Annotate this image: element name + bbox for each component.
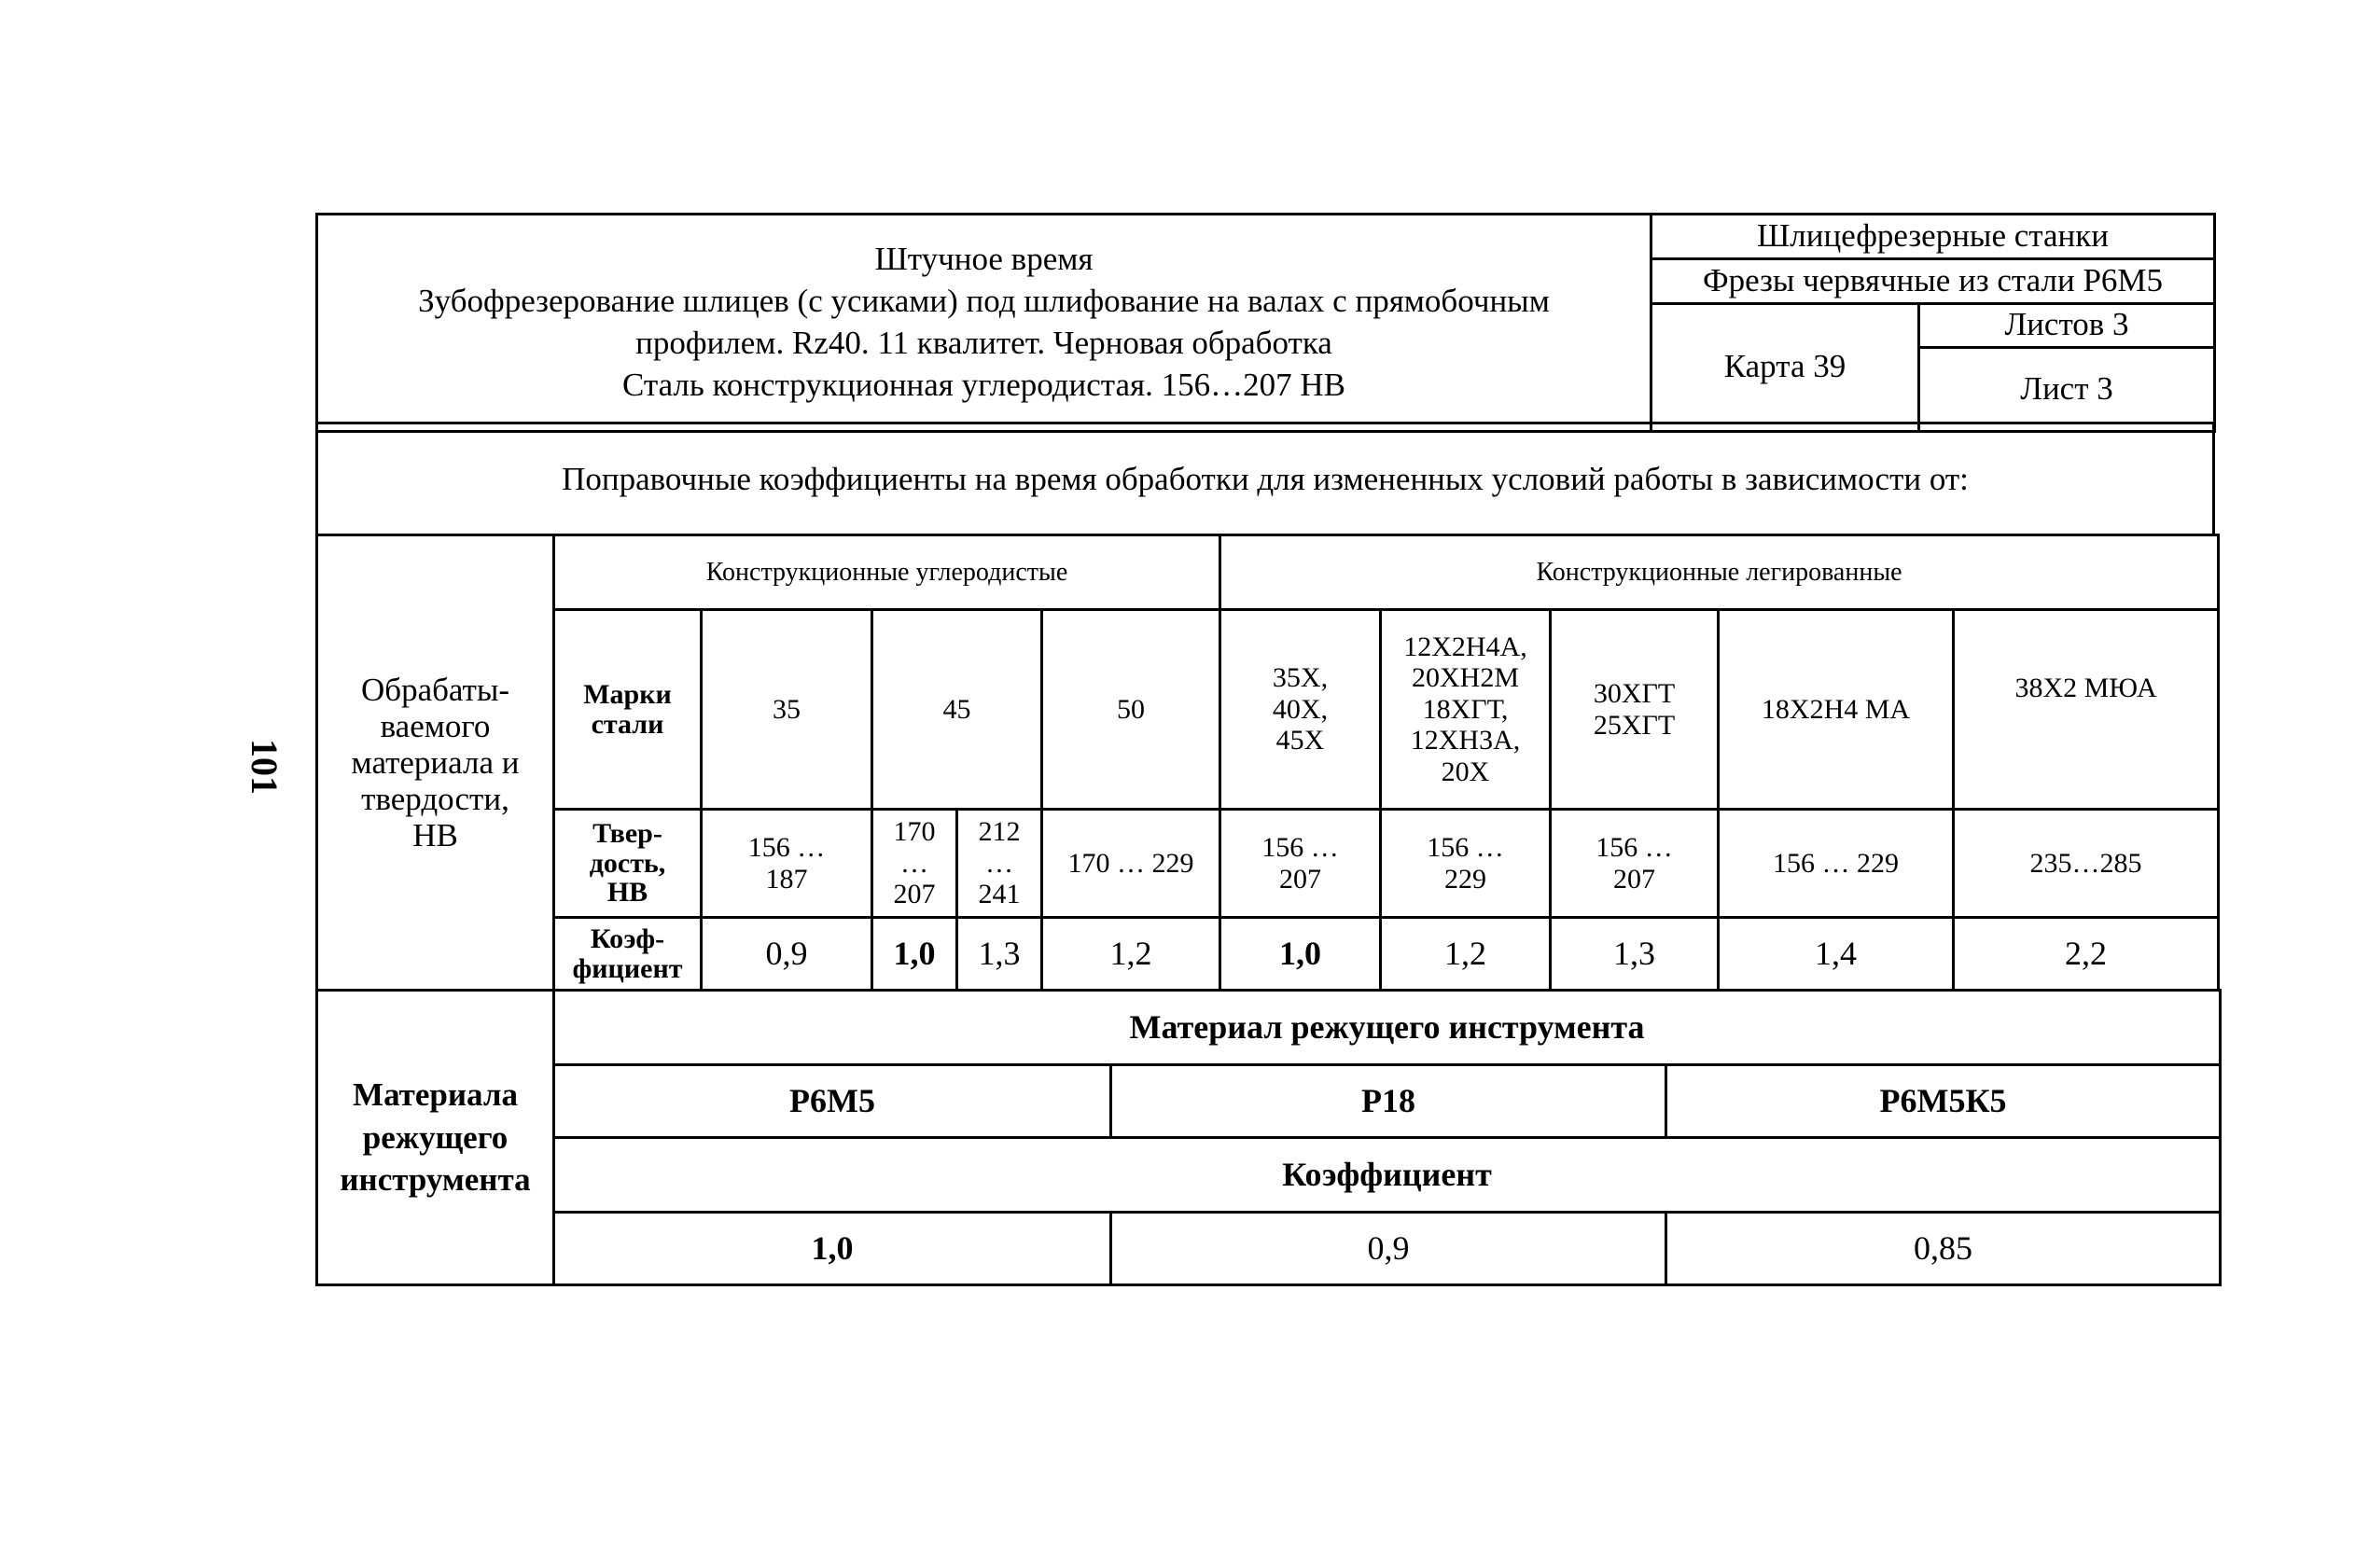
hardness-line: 187 — [765, 863, 808, 895]
header-title-line: профилем. Rz40. 11 квалитет. Черновая обработка — [635, 324, 1332, 361]
tool-coef-cell: 0,9 — [1111, 1213, 1666, 1285]
grade-label-line: стали — [591, 708, 664, 740]
tool-material-table — [315, 989, 2222, 1286]
correction-title: Поправочные коэффициенты на время обработки для измененных условий работы в зависимости от: — [317, 423, 2214, 535]
hardness-cell — [702, 810, 872, 918]
hardness-line: 241 — [978, 879, 1021, 910]
hardness-label-line: НВ — [606, 877, 648, 909]
page-number: 101 — [244, 739, 286, 795]
tool-side-label — [317, 991, 554, 1285]
hardness-cell: 156 … 229 — [1719, 810, 1954, 918]
machines-cell: Шлицефрезерные станки — [1651, 215, 2215, 259]
coef-label — [554, 918, 702, 991]
header-title-line: Сталь конструкционная углеродистая. 156…207 НВ — [621, 366, 1346, 403]
correction-table — [315, 422, 2215, 536]
header-table — [315, 213, 2216, 433]
header-title-line: Зубофрезерование шлицев (с усиками) под шлифование на валах с прямобочным — [418, 283, 1550, 319]
hardness-line: 229 — [1444, 863, 1487, 895]
tool-material-r6m5: Р6М5 — [554, 1065, 1111, 1138]
tool-coef-cell: 1,0 — [554, 1213, 1111, 1285]
hardness-line: 207 — [893, 879, 936, 910]
hardness-line: 170 — [893, 816, 936, 848]
header-title-line: Штучное время — [874, 241, 1094, 278]
sheets-total: Листов 3 — [1920, 305, 2213, 349]
grade-line: 20Х — [1441, 756, 1490, 787]
material-side-label-line: Обрабаты- — [360, 671, 510, 708]
hardness-cell — [1551, 810, 1719, 918]
grade-38x2mua: 38Х2 МЮА — [1954, 610, 2219, 810]
grade-line: 35Х, — [1272, 662, 1329, 694]
header-title — [317, 215, 1651, 432]
material-side-label — [317, 535, 554, 991]
hardness-line: 156 … — [747, 831, 826, 863]
grade-30xgt — [1551, 610, 1719, 810]
hardness-line: … — [985, 847, 1013, 879]
material-side-label-line: материала и — [351, 743, 520, 781]
grade-label-line: Марки — [583, 679, 672, 710]
grade-line: 18ХГТ, — [1422, 693, 1509, 725]
hardness-line: 207 — [1613, 863, 1656, 895]
group-carbon: Конструкционные углеродистые — [554, 535, 1220, 610]
material-side-label-line: НВ — [412, 817, 458, 854]
grade-line: 45Х — [1275, 725, 1325, 756]
hardness-label-line: Твер- — [592, 818, 662, 850]
grade-45: 45 — [872, 610, 1042, 810]
tool-side-label-line: Материала — [353, 1076, 518, 1114]
grade-12x2h4a — [1381, 610, 1551, 810]
grade-line: 25ХГТ — [1593, 709, 1676, 741]
material-side-label-line: ваемого — [380, 707, 491, 744]
hardness-cell: 170 … 229 — [1042, 810, 1220, 918]
hardness-cell — [957, 810, 1042, 918]
coef-cell: 1,0 — [1220, 918, 1381, 991]
coef-cell: 1,3 — [957, 918, 1042, 991]
coef-cell: 1,4 — [1719, 918, 1954, 991]
grade-35: 35 — [702, 610, 872, 810]
material-hardness-table — [315, 534, 2220, 992]
tool-side-label-line: режущего — [362, 1118, 509, 1156]
group-alloy: Конструкционные легированные — [1220, 535, 2219, 610]
coef-cell: 0,9 — [702, 918, 872, 991]
tool-coef-cell: 0,85 — [1666, 1213, 2221, 1285]
tool-side-label-line: инструмента — [340, 1161, 531, 1199]
grade-line: 12ХН3А, — [1410, 725, 1521, 756]
sheet-number: Лист 3 — [2020, 369, 2113, 407]
tool-coef-header: Коэффициент — [554, 1138, 2221, 1213]
material-side-label-line: твердости, — [361, 781, 509, 818]
coef-label-line: Коэф- — [590, 923, 665, 954]
grade-line: 20ХН2М — [1412, 662, 1520, 694]
coef-cell: 1,2 — [1042, 918, 1220, 991]
tool-material-r18: Р18 — [1111, 1065, 1666, 1138]
hardness-cell: 235…285 — [1954, 810, 2219, 918]
coef-label-line: фициент — [572, 952, 683, 984]
grade-label — [554, 610, 702, 810]
hardness-cell — [872, 810, 957, 918]
tool-header: Материал режущего инструмента — [554, 991, 2221, 1065]
grade-line: 30ХГТ — [1593, 677, 1676, 709]
grade-35x — [1220, 610, 1381, 810]
hardness-line: … — [900, 847, 928, 879]
coef-cell: 1,3 — [1551, 918, 1719, 991]
hardness-line: 156 … — [1261, 831, 1339, 863]
tool-cell: Фрезы червячные из стали Р6М5 — [1651, 258, 2215, 303]
hardness-label — [554, 810, 702, 918]
card-number: Карта 39 — [1651, 303, 1919, 431]
tool-material-r6m5k5: Р6М5К5 — [1666, 1065, 2221, 1138]
sheet-info — [1919, 303, 2215, 431]
grade-line: 12Х2Н4А, — [1403, 631, 1527, 662]
hardness-line: 212 — [978, 816, 1021, 848]
hardness-cell — [1381, 810, 1551, 918]
coef-cell: 1,0 — [872, 918, 957, 991]
hardness-line: 156 … — [1427, 831, 1504, 863]
hardness-cell — [1220, 810, 1381, 918]
coef-cell: 2,2 — [1954, 918, 2219, 991]
hardness-line: 207 — [1279, 863, 1322, 895]
coef-cell: 1,2 — [1381, 918, 1551, 991]
hardness-label-line: дость, — [589, 847, 666, 879]
grade-line: 40Х, — [1272, 693, 1329, 725]
hardness-line: 156 … — [1596, 831, 1673, 863]
grade-18x2h4ma: 18Х2Н4 МА — [1719, 610, 1954, 810]
grade-50: 50 — [1042, 610, 1220, 810]
